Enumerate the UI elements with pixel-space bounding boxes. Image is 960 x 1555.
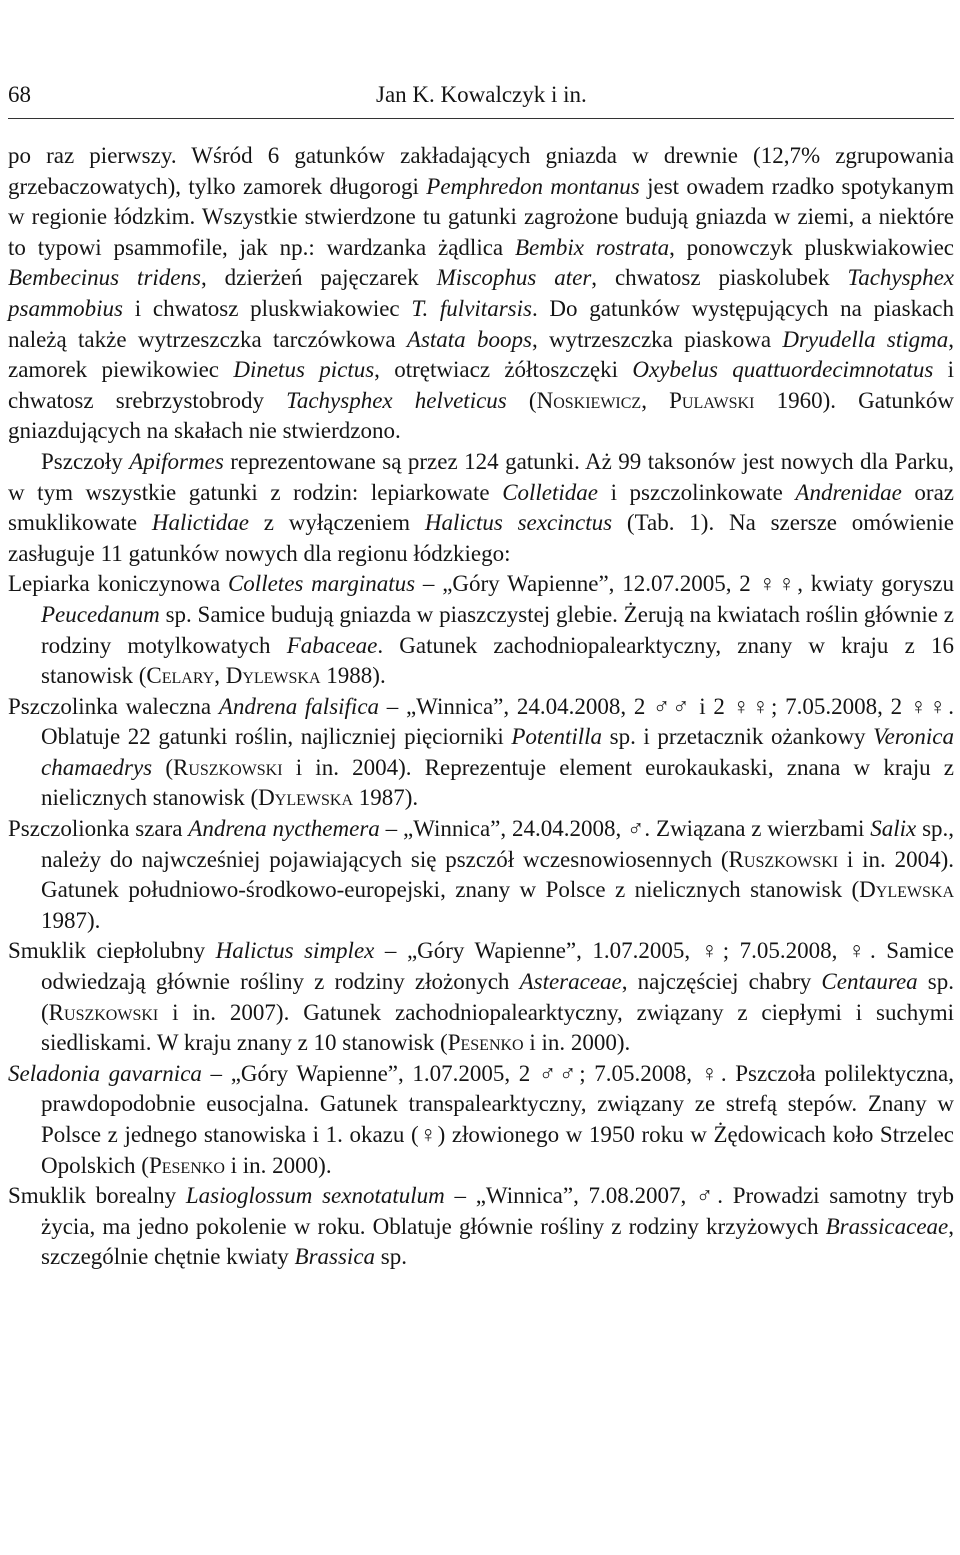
page-header: [8, 0, 954, 120]
species-entry: Smuklik ciepłolubny Halictus simplex – „Góry Wapienne”, 1.07.2005, ♀; 7.05.2008, ♀. Samice odwiedzają głównie rośliny z rodziny złożonych Asteraceae, najczęściej chabry Centaurea sp. (Ruszkowski i in. 2007). Gatunek zachodniopalearktyczny, związany z ciepłymi i suchymi siedliskami. W kraju znany z 10 stanowisk (Pesenko i in. 2000).: [8, 938, 955, 1056]
species-entry: Smuklik borealny Lasioglossum sexnotatulum – „Winnica”, 7.08.2007, ♂. Prowadzi samotny tryb życia, ma jedno pokolenie w roku. Oblatuje głównie rośliny z rodziny krzyżowych Brassicaceae, szczególnie chętnie kwiaty Brassica sp.: [8, 1183, 954, 1270]
header-rule: [8, 118, 954, 119]
document-page: [8, 0, 955, 1270]
running-head: Jan K. Kowalczyk i in.: [376, 82, 587, 107]
page-number: 68: [8, 82, 31, 107]
body-text: [8, 141, 954, 1273]
species-entry: Seladonia gavarnica – „Góry Wapienne”, 1.07.2005, 2 ♂♂; 7.05.2008, ♀. Pszczoła polilektyczna, prawdopodobnie eusocjalna. Gatunek transpalearktyczny, związany ze strefą stepów. Znany w Polsce z jednego stanowiska i 1. okazu (♀) złowionego w 1950 roku w Żędowicach koło Strzelec Opolskich (Pesenko i in. 2000).: [8, 1060, 955, 1178]
species-entry: Lepiarka koniczynowa Colletes marginatus – „Góry Wapienne”, 12.07.2005, 2 ♀♀, kwiaty goryszu Peucedanum sp. Samice budują gniazda w piaszczystej glebie. Żerują na kwiatach roślin głównie z rodziny motylkowatych Fabaceae. Gatunek zachodniopalearktyczny, znany w kraju z 16 stanowisk (Celary, Dylewska 1988).: [8, 571, 954, 689]
species-entry: Pszczolinka waleczna Andrena falsifica – „Winnica”, 24.04.2008, 2 ♂♂ i 2 ♀♀; 7.05.2008, 2 ♀♀. Oblatuje 22 gatunki roślin, najliczniej pięciorniki Potentilla sp. i przetacznik ożankowy Veronica chamaedrys (Ruszkowski i in. 2004). Reprezentuje element eurokaukaski, znana w kraju z nielicznych stanowisk (Dylewska 1987).: [8, 693, 954, 811]
intro-paragraph: po raz pierwszy. Wśród 6 gatunków zakładających gniazda w drewnie (12,7% zgrupowania grzebaczowatych), tylko zamorek długorogi Pemphredon montanus jest owadem rzadko spotykanym w regionie łódzkim. Wszystkie stwierdzone tu gatunki zagrożone budują gniazda w ziemi, a niektóre to typowi psammofile, jak np.: wardzanka żądlica Bembix rostrata, ponowczyk pluskwiakowiec Bembecinus tridens, dzierżeń pajęczarek Miscophus ater, chwatosz piaskolubek Tachysphex psammobius i chwatosz pluskwiakowiec T. fulvitarsis. Do gatunków występujących na piaskach należą także wytrzeszczka tarczówkowa Astata boops, wytrzeszczka piaskowa Dryudella stigma, zamorek piewikowiec Dinetus pictus, otrętwiacz żółtoszczęki Oxybelus quattuordecimnotatus i chwatosz srebrzystobrody Tachysphex helveticus (Noskiewicz, Pulawski 1960). Gatunków gniazdujących na skałach nie stwierdzono.: [8, 143, 955, 444]
bees-paragraph: Pszczoły Apiformes reprezentowane są przez 124 gatunki. Aż 99 taksonów jest nowych dla Parku, w tym wszystkie gatunki z rodzin: lepiarkowate Colletidae i pszczolinkowate Andrenidae oraz smuklikowate Halictidae z wyłączeniem Halictus sexcinctus (Tab. 1). Na szersze omówienie zasługuje 11 gatunków nowych dla regionu łódzkiego:: [8, 448, 955, 566]
species-entry: Pszczolionka szara Andrena nycthemera – „Winnica”, 24.04.2008, ♂. Związana z wierzbami Salix sp., należy do najwcześniej pojawiających się pszczół wczesnowiosennych (Ruszkowski i in. 2004). Gatunek południowo-środkowo-europejski, znany w Polsce z nielicznych stanowisk (Dylewska 1987).: [8, 816, 955, 933]
